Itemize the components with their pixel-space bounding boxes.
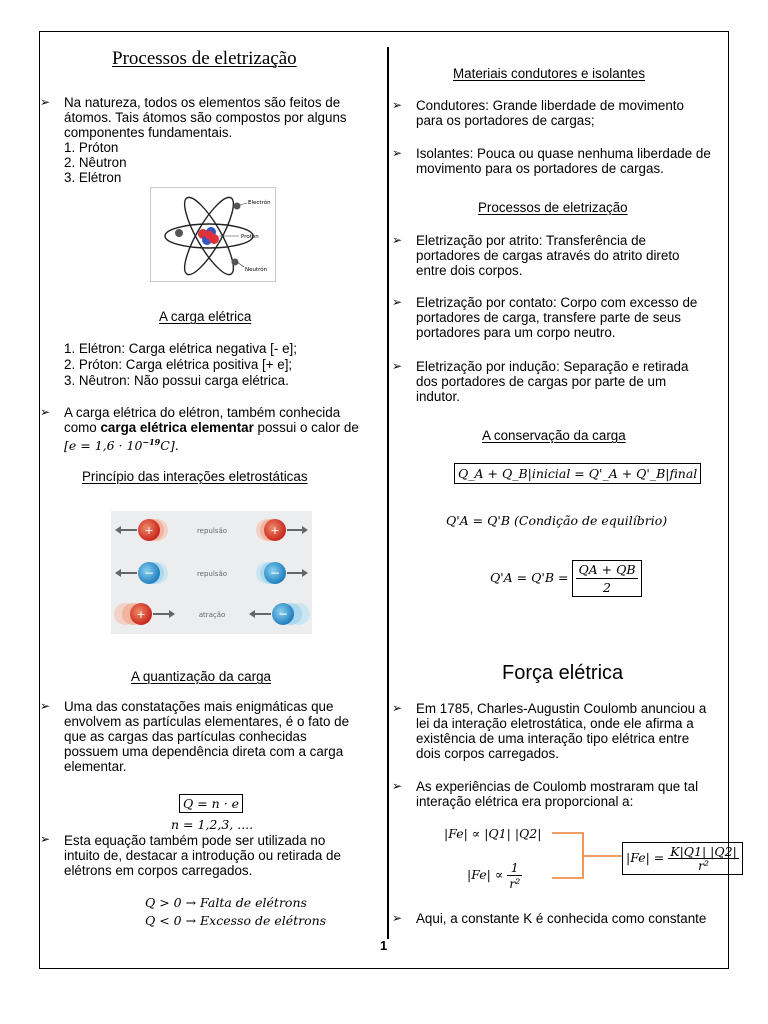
label-proton: Protón: [241, 234, 259, 240]
conservation-heading: A conservação da carga: [482, 428, 626, 443]
bullet-arrow-icon: ➢: [40, 405, 51, 419]
bullet-arrow-icon: ➢: [392, 911, 403, 925]
combining-bracket: [550, 828, 624, 882]
page-title: Processos de eletrização: [112, 48, 297, 69]
bullet-arrow-icon: ➢: [392, 701, 403, 715]
bullet-arrow-icon: ➢: [392, 779, 403, 793]
force-heading: Força elétrica: [502, 662, 624, 684]
label-repulsion-positive: repulsão: [196, 527, 228, 535]
final-charge-equation: Q'A = Q'B = $\frac{QA + QB}{2}$: [490, 560, 642, 597]
interactions-figure: [111, 511, 312, 634]
svg-text:+: +: [144, 524, 154, 537]
bullet-arrow-icon: ➢: [392, 233, 403, 247]
svg-text:−: −: [277, 607, 289, 621]
bullet-arrow-icon: ➢: [392, 295, 403, 309]
bullet-arrow-icon: ➢: [392, 98, 403, 112]
charge-heading: A carga elétrica: [159, 309, 252, 324]
materials-heading: Materiais condutores e isolantes: [453, 66, 646, 81]
bullet-arrow-icon: ➢: [40, 832, 51, 846]
label-repulsion-negative: repulsão: [196, 570, 228, 578]
svg-text:+: +: [270, 524, 280, 537]
label-electron: Electrón: [248, 200, 271, 206]
svg-text:+: +: [136, 608, 146, 621]
quantization-formula: Q = n · e: [179, 796, 243, 811]
processes-heading: Processos de eletrização: [478, 200, 628, 215]
bullet-arrow-icon: ➢: [40, 95, 51, 109]
proportional-to-charges: |Fe| ∝ |Q1| |Q2|: [444, 826, 542, 841]
condition-negative: Q < 0 → Excesso de elétrons: [145, 913, 327, 928]
svg-text:−: −: [269, 566, 281, 580]
interactions-heading: Princípio das interações eletrostáticas: [82, 469, 308, 484]
page-number: 1: [380, 938, 388, 953]
label-neutron: Neutrón: [245, 267, 268, 273]
bullet-arrow-icon: ➢: [40, 699, 51, 713]
bullet-arrow-icon: ➢: [392, 146, 403, 160]
column-divider: [387, 47, 389, 939]
condition-positive: Q > 0 → Falta de elétrons: [145, 895, 307, 910]
coulomb-law-box: |Fe| = $\frac{K|Q1| |Q2|}{\text{r²}}$: [622, 842, 743, 875]
conservation-equation: Q_A + Q_B|inicial = Q'_A + Q'_B|final: [454, 463, 701, 484]
svg-text:−: −: [143, 566, 155, 580]
n-values: n = 1,2,3, ....: [171, 817, 254, 832]
bullet-arrow-icon: ➢: [392, 359, 403, 373]
atom-illustration: [151, 188, 275, 281]
label-attraction: atração: [198, 611, 226, 619]
charge-interaction-illustration: [111, 511, 312, 634]
proportional-to-distance: |Fe| ∝ $\frac{1}{\text{r²}}$: [467, 860, 521, 891]
constant-k-text: Aqui, a constante K é conhecida como constante: [416, 911, 707, 926]
equilibrium-equation: Q'A = Q'B (Condição de equilíbrio): [446, 513, 668, 528]
quantization-heading: A quantização da carga: [131, 669, 271, 684]
atom-figure: [150, 187, 276, 282]
